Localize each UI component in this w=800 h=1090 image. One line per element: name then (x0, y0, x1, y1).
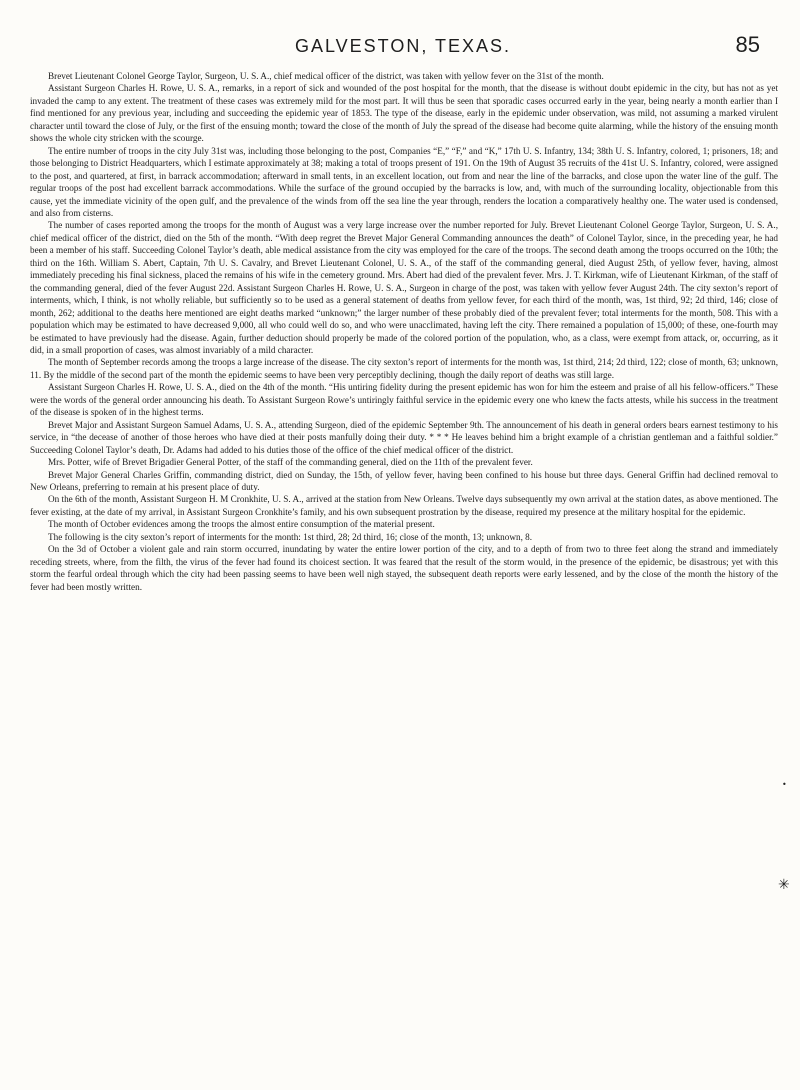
running-title: GALVESTON, TEXAS. (294, 36, 512, 56)
ink-dot-mark: • (782, 780, 787, 789)
paragraph: Brevet Major and Assistant Surgeon Samuel Adams, U. S. A., attending Surgeon, died of the epidemic September 9th. The announcement of his death in general orders bears earnest testimony to his service, in “the decease of another of those heroes who have died at their posts manfully doing their duty. * * * He leaves behind him a bright example of a christian gentleman and a faithful soldier.” Succeeding Colonel Taylor’s death, Dr. Adams had added to his duties those of the office of the chief medical officer of the district. (30, 419, 778, 455)
paragraph: The month of October evidences among the troops the almost entire consumption of the material present. (48, 519, 435, 530)
paragraph: Mrs. Potter, wife of Brevet Brigadier General Potter, of the staff of the commanding general, died on the 11th of the prevalent fever. (48, 457, 533, 468)
paragraph: On the 6th of the month, Assistant Surgeon H. M Cronkhite, U. S. A., arrived at the station from New Orleans. Twelve days subsequently my own arrival at the station dates, as above mentioned. The fever existing, at the date of my arrival, in Assistant Surgeon Cronkhite’s family, and his own subsequent prostration by the disease, required my presence at the military hospital for the epidemic. (30, 494, 778, 517)
paragraph: Brevet Lieutenant Colonel George Taylor, Surgeon, U. S. A., chief medical officer of the district, was taken with yellow fever on the 31st of the month. (48, 71, 604, 81)
paragraph: Brevet Major General Charles Griffin, commanding district, died on Sunday, the 15th, of yellow fever, having been confined to his house but three days. General Griffin had declined removal to New Orleans, preferring to remain at his present place of duty. (30, 469, 778, 492)
paragraph: Assistant Surgeon Charles H. Rowe, U. S. A., remarks, in a report of sick and wounded of the post hospital for the month, that the disease is without doubt epidemic in the city, but has not as yet invaded the camp to any extent. The treatment of these cases was extremely mild for the most part. It will thus be seen that sporadic cases occurred early in the year, being nearly a month earlier than I find mentioned for any previous year, including and succeeding the epidemic year of 1853. The type of the disease, early in the epidemic under observation, was mild, not assuming a marked virulent character until toward the close of July, or the first of the ensuing month; toward the close of the month of July the spread of the disease had become quite alarming, while the history of the ensuing month shows the whole city stricken with the scourge. (30, 83, 778, 144)
paragraph: On the 3d of October a violent gale and rain storm occurred, inundating by water the entire lower portion of the city, and to a depth of from two to three feet along the strand and immediately receding streets, where, from the filth, the virus of the fever had found its choicest section. It was feared that the result of the storm would, in the presence of the epidemic, be disastrous; yet with this storm the fearful ordeal through which the city had been passing seems to have been well nigh stayed, the subsequent death reports were early lessened, and by the close of the month the history of the fever had been mostly written. (30, 544, 778, 592)
body-text (30, 70, 778, 593)
paragraph: The entire number of troops in the city July 31st was, including those belonging to the post, Companies “E,” “F,” and “K,” 17th U. S. Infantry, 134; 38th U. S. Infantry, colored, 1; prisoners, 18; and those belonging to District Headquarters, which I estimate approximately at 38; making a total of troops present of 191. On the 19th of August 35 recruits of the 41st U. S. Infantry, colored, were assigned to the post, and quartered, at first, in barrack accommodation; afterward in small tents, in an excellent location, out from and near the line of the barracks, and close upon the water line of the gulf. The regular troops of the post had excellent barrack accommodations. While the surface of the ground occupied by the barracks is low, and, with much of the surrounding locality, objectionable from this cause, yet the immediate vicinity of the open gulf, and the prevalence of the winds from off the sea line the year through, renders the location a comparatively healthy one. The water used is condensed, and also from cisterns. (30, 145, 778, 218)
running-head (46, 30, 760, 60)
paragraph: The following is the city sexton’s report of interments for the month: 1st third, 28; 2d third, 16; close of the month, 13; unknown, 8. (48, 531, 533, 542)
ink-star-mark: ✳ (778, 877, 790, 893)
paragraph: Assistant Surgeon Charles H. Rowe, U. S. A., died on the 4th of the month. “His untiring fidelity during the present epidemic has won for him the esteem and praise of all his fellow-officers.” These were the words of the general order announcing his death. To Assistant Surgeon Rowe’s untiringly faithful service in the epidemic every one who knew the facts attests, while his success in the treatment of the disease is spoken of in the highest terms. (30, 382, 778, 418)
paragraph: The number of cases reported among the troops for the month of August was a very large increase over the number reported for July. Brevet Lieutenant Colonel George Taylor, Surgeon, U. S. A., chief medical officer of the district, died on the 5th of the month. “With deep regret the Brevet Major General Commanding announces the death” of Colonel Taylor, since, in the preceding year, he had been a member of his staff. Succeeding Colonel Taylor’s death, able medical assistance from the city was employed for the care of the troops. The second death among the troops occurred on the 10th; the third on the 16th. William S. Abert, Captain, 7th U. S. Cavalry, and Brevet Lieutenant Colonel, U. S. A., of the staff of the commanding general, died August 25th, of yellow fever, having, almost immediately preceding his final sickness, placed the remains of his wife in the cemetery ground. Mrs. Abert had died of the prevalent fever. Mrs. J. T. Kirkman, wife of Lieutenant Kirkman, of the staff of the commanding general, died of the fever August 22d. Assistant Surgeon Charles H. Rowe, U. S. A., Surgeon in charge of the post, was taken with yellow fever August 24th. The city sexton’s report of interments, which, I think, is not wholly reliable, but sufficiently so to be used as a general statement of deaths from yellow fever, for each third of the month, was, 1st third, 92; 2d third, 146; close of month, 262; additional to the deaths here mentioned are eight deaths marked “unknown;” the larger number of these probably died of the prevalent fever; total interments for the month, 508. This with a population which may be estimated to have decreased 9,000, all who could well do so, and who were unacclimated, having left the city. There remained a population of 15,000; of these, one-fourth may be estimated to have previously had the disease. Again, further deduction should properly be made of the colored portion of the population, who, as a class, were exempt from attack, or, occurring, as it did, in a small proportion of cases, was almost invariably of a mild character. (30, 220, 778, 355)
paragraph: The month of September records among the troops a large increase of the disease. The city sexton’s report of interments for the month was, 1st third, 214; 2d third, 122; close of month, 63; unknown, 11. By the middle of the second part of the month the epidemic seems to have been very perceptibly declining, though the daily report of deaths was still large. (30, 357, 778, 380)
page-number: 85 (735, 32, 760, 57)
